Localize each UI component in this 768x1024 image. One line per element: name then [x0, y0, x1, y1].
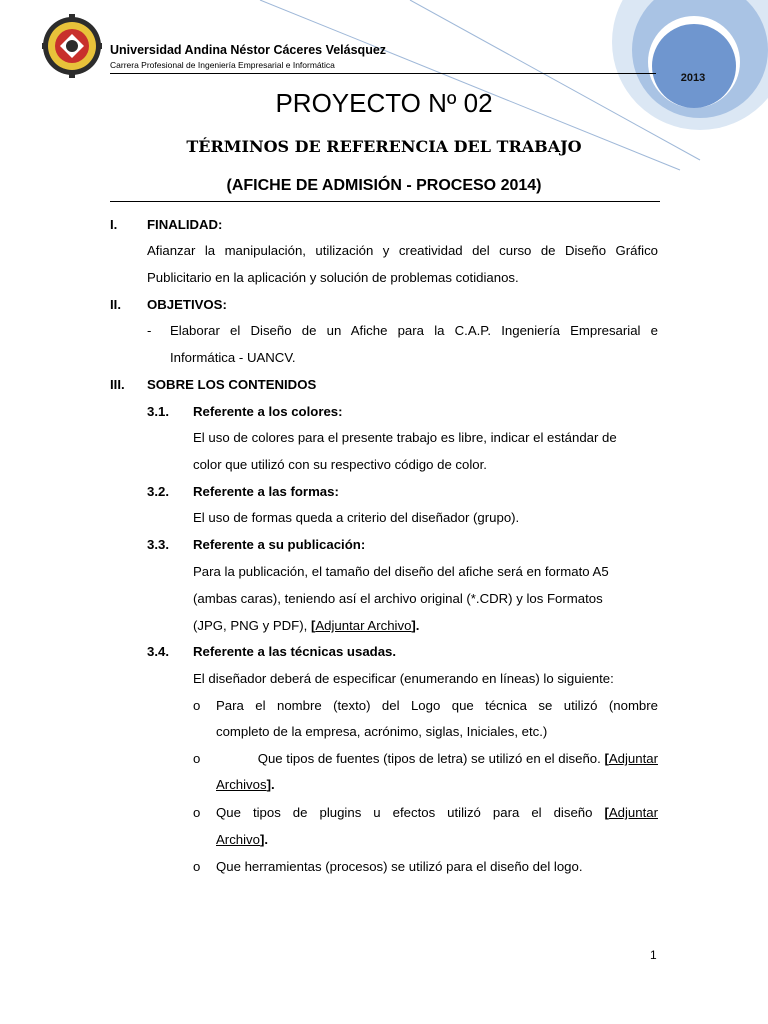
- attach-file-link[interactable]: Adjuntar Archivo: [315, 618, 412, 633]
- section-number: II.: [110, 297, 121, 312]
- tecnica-item-line: [216, 751, 658, 767]
- year-label: 2013: [680, 72, 706, 84]
- attach-files-link[interactable]: Adjuntar: [608, 751, 658, 766]
- tecnica-item-line: Para el nombre (texto) del Logo que técnica se utilizó (nombre: [216, 698, 658, 713]
- section-number: III.: [110, 377, 125, 392]
- attach-files-link[interactable]: Archivos: [216, 777, 267, 792]
- subsection-title-publicacion: Referente a su publicación:: [193, 537, 366, 552]
- page-number: 1: [650, 948, 657, 962]
- objetivo-line: Elaborar el Diseño de un Afiche para la C.A.P. Ingeniería Empresarial e: [170, 323, 658, 338]
- tecnica-item-line: [216, 777, 275, 793]
- section-number: I.: [110, 217, 118, 232]
- tecnicas-intro: El diseñador deberá de especificar (enumerando en líneas) lo siguiente:: [193, 671, 614, 686]
- document-subtitle: TÉRMINOS DE REFERENCIA DEL TRABAJO: [186, 137, 582, 156]
- bracket: ].: [266, 777, 275, 792]
- publicacion-line: Para la publicación, el tamaño del diseño del afiche será en formato A5: [193, 564, 609, 579]
- subsection-title-colores: Referente a los colores:: [193, 404, 343, 419]
- bracket: ].: [411, 618, 420, 633]
- bracket: [: [604, 805, 609, 820]
- page-title: PROYECTO Nº 02: [275, 88, 493, 118]
- attach-file-link[interactable]: Adjuntar: [608, 805, 658, 820]
- publicacion-line: [193, 618, 419, 634]
- list-bullet: o: [193, 805, 201, 820]
- subsection-number: 3.2.: [147, 484, 169, 499]
- tecnica-item-line: Que herramientas (procesos) se utilizó para el diseño del logo.: [216, 859, 583, 874]
- header-rule: [110, 73, 656, 74]
- colores-line: El uso de colores para el presente trabajo es libre, indicar el estándar de: [193, 430, 617, 445]
- university-logo: [42, 14, 102, 78]
- title-rule: [110, 201, 660, 202]
- finalidad-line: Publicitario en la aplicación y solución de problemas cotidianos.: [147, 270, 519, 285]
- attach-file-link[interactable]: Archivo: [216, 832, 260, 847]
- section-title-finalidad: FINALIDAD:: [147, 217, 223, 232]
- tecnica-text: Que tipos de fuentes (tipos de letra) se utilizó en el diseño.: [257, 751, 605, 766]
- list-bullet: o: [193, 859, 201, 874]
- publicacion-text: (JPG, PNG y PDF),: [193, 618, 311, 633]
- section-title-objetivos: OBJETIVOS:: [147, 297, 227, 312]
- formas-line: El uso de formas queda a criterio del diseñador (grupo).: [193, 510, 520, 525]
- subsection-title-tecnicas: Referente a las técnicas usadas.: [193, 644, 397, 659]
- subsection-number: 3.3.: [147, 537, 169, 552]
- tecnica-text: Que tipos de plugins u efectos utilizó para el diseño: [216, 805, 605, 820]
- tecnica-item-line: [216, 832, 268, 848]
- section-title-contenidos: SOBRE LOS CONTENIDOS: [147, 377, 317, 392]
- tecnica-item-line: completo de la empresa, acrónimo, siglas, Iniciales, etc.): [216, 724, 548, 739]
- bracket: ].: [259, 832, 269, 847]
- list-bullet: -: [147, 323, 152, 338]
- objetivo-line: Informática - UANCV.: [170, 350, 296, 365]
- finalidad-line: Afianzar la manipulación, utilización y creatividad del curso de Diseño Gráfico: [147, 243, 658, 258]
- list-bullet: o: [193, 698, 201, 713]
- bracket: [: [604, 751, 609, 766]
- bracket: [: [310, 618, 316, 633]
- colores-line: color que utilizó con su respectivo código de color.: [193, 457, 487, 472]
- document-subtitle-2: (AFICHE DE ADMISIÓN - PROCESO 2014): [226, 177, 542, 194]
- publicacion-line: (ambas caras), teniendo así el archivo original (*.CDR) y los Formatos: [193, 591, 603, 606]
- subsection-number: 3.1.: [147, 404, 169, 419]
- subsection-title-formas: Referente a las formas:: [193, 484, 339, 499]
- tecnica-item-line: [216, 805, 658, 821]
- career-name: Carrera Profesional de Ingeniería Empresarial e Informática: [110, 60, 335, 70]
- list-bullet: o: [193, 751, 201, 766]
- university-name: Universidad Andina Néstor Cáceres Velásquez: [110, 43, 387, 57]
- subsection-number: 3.4.: [147, 644, 169, 659]
